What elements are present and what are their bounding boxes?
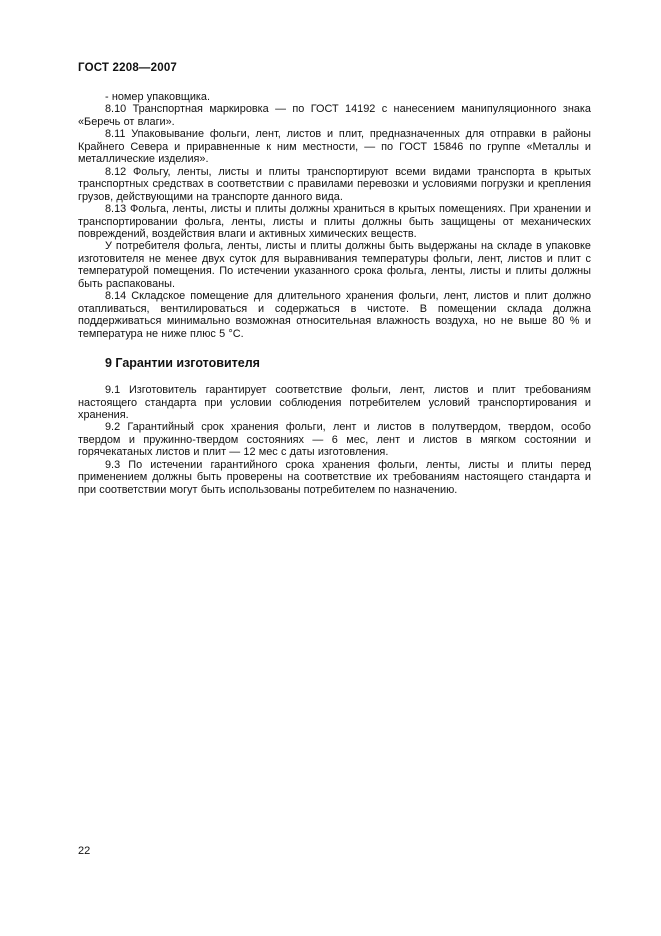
paragraph-8-13-continued: У потребителя фольга, ленты, листы и плиты должны быть выдержаны на складе в упаковке изготовителя не менее двух суток для выравнивания температуры фольги, лент, листов и плит с температурой помещения. По истечении указанного срока фольга, ленты, листы и плиты должны быть распакованы. [78,240,591,290]
paragraph-9-2: 9.2 Гарантийный срок хранения фольги, лент и листов в полутвердом, твердом, особо твердом и пружинно-твердом состояниях — 6 мес, лент и листов в мягком состоянии и горячекатаных листов и плит — 12 мес с даты изготовления. [78,421,591,459]
paragraph-9-3: 9.3 По истечении гарантийного срока хранения фольги, ленты, листы и плиты перед применением должны быть проверены на соответствие их требованиям настоящего стандарта и при соответствии могут быть использованы потребителем по назначению. [78,458,591,496]
section-heading-guarantees: 9 Гарантии изготовителя [105,356,260,371]
paragraph-8-13: 8.13 Фольга, ленты, листы и плиты должны храниться в крытых помещениях. При хранении и транспортировании фольга, ленты, листы и плиты должны быть защищены от механических повреждений, воздействия влаги и активных химических веществ. [78,203,591,240]
paragraph-8-14: 8.14 Складское помещение для длительного хранения фольги, лент, листов и плит должно отапливаться, вентилироваться и содержаться в чистоте. В помещении склада должна поддерживаться минимально возможная относительная влажность воздуха, но не выше 80 % и температура не ниже плюс 5 °С. [78,290,591,340]
paragraph-8-10: 8.10 Транспортная маркировка — по ГОСТ 14192 с нанесением манипуляционного знака «Беречь от влаги». [78,103,591,128]
paragraph-9-1: 9.1 Изготовитель гарантирует соответствие фольги, лент, листов и плит требованиям настоящего стандарта при условии соблюдения потребителем условий транспортирования и хранения. [78,384,591,421]
paragraph-8-12: 8.12 Фольгу, ленты, листы и плиты транспортируют всеми видами транспорта в крытых транспортных средствах в соответствии с правилами перевозки и условиями погрузки и крепления грузов, действующими на транспорте данного вида. [78,165,591,203]
page-number: 22 [78,845,91,857]
paragraph-packer-number: - номер упаковщика. [105,91,211,103]
document-header: ГОСТ 2208—2007 [78,62,178,74]
document-body [78,91,591,496]
paragraph-8-11: 8.11 Упаковывание фольги, лент, листов и плит, предназначенных для отправки в районы Крайнего Севера и приравненные к ним местности, — по ГОСТ 15846 по группе «Металлы и металлические изделия». [78,128,591,166]
